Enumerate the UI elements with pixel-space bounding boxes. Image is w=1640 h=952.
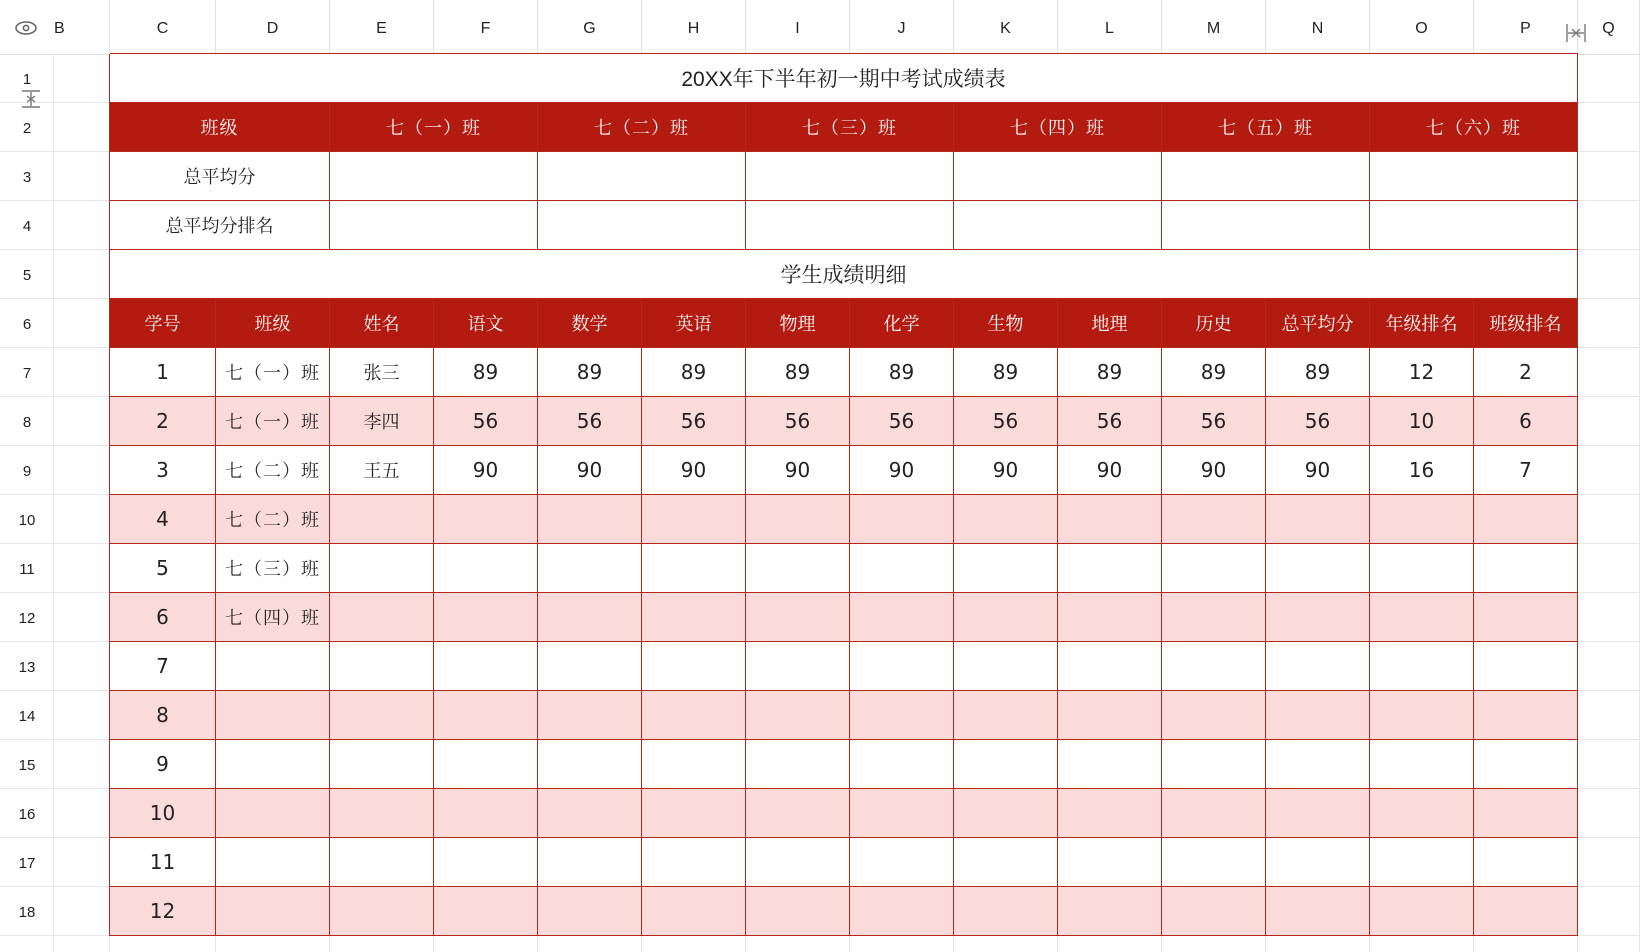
table-cell[interactable]: 七（一）班: [216, 348, 330, 397]
table-cell[interactable]: [538, 593, 642, 642]
table-cell[interactable]: [746, 838, 850, 887]
table-cell[interactable]: [330, 593, 434, 642]
table-cell[interactable]: [330, 838, 434, 887]
table-cell[interactable]: 89: [1162, 348, 1266, 397]
column-letter-j[interactable]: J: [850, 0, 954, 54]
table-cell[interactable]: 89: [434, 348, 538, 397]
row-number[interactable]: 5: [0, 250, 54, 299]
column-letter-d[interactable]: D: [216, 0, 330, 54]
summary-value-cell[interactable]: [1162, 201, 1370, 250]
table-cell[interactable]: [330, 642, 434, 691]
row-number[interactable]: 14: [0, 691, 54, 740]
table-cell[interactable]: [850, 789, 954, 838]
table-cell[interactable]: [850, 691, 954, 740]
table-cell[interactable]: 4: [110, 495, 216, 544]
table-cell[interactable]: 56: [954, 397, 1058, 446]
table-cell[interactable]: [954, 887, 1058, 936]
table-cell[interactable]: 89: [1266, 348, 1370, 397]
table-cell[interactable]: [538, 642, 642, 691]
table-cell[interactable]: 89: [746, 348, 850, 397]
column-letter-b[interactable]: B: [54, 0, 110, 54]
summary-header-cell[interactable]: 七（三）班: [746, 103, 954, 152]
table-cell[interactable]: [216, 838, 330, 887]
table-cell[interactable]: [746, 740, 850, 789]
detail-header-cell[interactable]: 地理: [1058, 299, 1162, 348]
detail-header-cell[interactable]: 总平均分: [1266, 299, 1370, 348]
table-cell[interactable]: [746, 887, 850, 936]
table-cell[interactable]: 七（二）班: [216, 495, 330, 544]
table-cell[interactable]: [642, 544, 746, 593]
table-cell[interactable]: [1370, 740, 1474, 789]
summary-value-cell[interactable]: [954, 152, 1162, 201]
summary-header-cell[interactable]: 班级: [110, 103, 330, 152]
table-cell[interactable]: 12: [1370, 348, 1474, 397]
summary-value-cell[interactable]: [538, 201, 746, 250]
table-cell[interactable]: [434, 887, 538, 936]
table-cell[interactable]: [954, 691, 1058, 740]
table-cell[interactable]: 2: [1474, 348, 1578, 397]
table-cell[interactable]: [434, 789, 538, 838]
table-cell[interactable]: [330, 789, 434, 838]
column-letter-p[interactable]: P: [1474, 0, 1578, 54]
table-cell[interactable]: [850, 544, 954, 593]
table-cell[interactable]: [538, 495, 642, 544]
table-cell[interactable]: [954, 642, 1058, 691]
summary-value-cell[interactable]: [1162, 152, 1370, 201]
table-cell[interactable]: [1058, 642, 1162, 691]
summary-header-cell[interactable]: 七（四）班: [954, 103, 1162, 152]
table-cell[interactable]: [746, 789, 850, 838]
table-cell[interactable]: [434, 642, 538, 691]
table-cell[interactable]: 90: [746, 446, 850, 495]
table-cell[interactable]: [1370, 593, 1474, 642]
table-cell[interactable]: [746, 544, 850, 593]
table-cell[interactable]: [642, 593, 746, 642]
table-cell[interactable]: [216, 740, 330, 789]
row-number[interactable]: 12: [0, 593, 54, 642]
table-cell[interactable]: [1266, 887, 1370, 936]
table-cell[interactable]: [746, 593, 850, 642]
table-cell[interactable]: [434, 838, 538, 887]
summary-value-cell[interactable]: [538, 152, 746, 201]
table-cell[interactable]: [538, 740, 642, 789]
detail-header-cell[interactable]: 化学: [850, 299, 954, 348]
table-cell[interactable]: 89: [538, 348, 642, 397]
table-cell[interactable]: [642, 495, 746, 544]
table-cell[interactable]: [954, 838, 1058, 887]
table-cell[interactable]: [1058, 789, 1162, 838]
table-cell[interactable]: [1058, 740, 1162, 789]
table-cell[interactable]: 56: [850, 397, 954, 446]
detail-title[interactable]: 学生成绩明细: [110, 250, 1578, 299]
table-cell[interactable]: 9: [110, 740, 216, 789]
table-cell[interactable]: [642, 887, 746, 936]
table-cell[interactable]: 16: [1370, 446, 1474, 495]
table-cell[interactable]: [1474, 740, 1578, 789]
table-cell[interactable]: [1474, 887, 1578, 936]
table-cell[interactable]: [954, 789, 1058, 838]
summary-header-cell[interactable]: 七（一）班: [330, 103, 538, 152]
column-letter-c[interactable]: C: [110, 0, 216, 54]
column-letter-e[interactable]: E: [330, 0, 434, 54]
table-cell[interactable]: [330, 495, 434, 544]
table-cell[interactable]: 56: [538, 397, 642, 446]
table-cell[interactable]: 89: [1058, 348, 1162, 397]
table-cell[interactable]: [1266, 838, 1370, 887]
table-cell[interactable]: [1058, 593, 1162, 642]
table-cell[interactable]: [1474, 544, 1578, 593]
table-cell[interactable]: [1474, 593, 1578, 642]
summary-value-cell[interactable]: [954, 201, 1162, 250]
table-cell[interactable]: [1266, 495, 1370, 544]
table-cell[interactable]: [538, 544, 642, 593]
row-number[interactable]: 9: [0, 446, 54, 495]
detail-header-cell[interactable]: 年级排名: [1370, 299, 1474, 348]
table-cell[interactable]: [434, 495, 538, 544]
table-cell[interactable]: [216, 887, 330, 936]
row-number[interactable]: 3: [0, 152, 54, 201]
detail-header-cell[interactable]: 班级排名: [1474, 299, 1578, 348]
row-number[interactable]: 2: [0, 103, 54, 152]
table-cell[interactable]: [1370, 887, 1474, 936]
table-cell[interactable]: [434, 544, 538, 593]
table-cell[interactable]: 90: [642, 446, 746, 495]
table-cell[interactable]: [746, 642, 850, 691]
eye-icon[interactable]: [0, 0, 54, 54]
row-resize-icon[interactable]: [20, 88, 42, 115]
table-cell[interactable]: [850, 887, 954, 936]
table-cell[interactable]: [1162, 642, 1266, 691]
table-cell[interactable]: 56: [434, 397, 538, 446]
table-cell[interactable]: [434, 593, 538, 642]
table-cell[interactable]: [330, 740, 434, 789]
column-letter-f[interactable]: F: [434, 0, 538, 54]
row-number[interactable]: 18: [0, 887, 54, 936]
table-cell[interactable]: [1474, 642, 1578, 691]
summary-value-cell[interactable]: [330, 152, 538, 201]
summary-header-cell[interactable]: 七（二）班: [538, 103, 746, 152]
table-cell[interactable]: [954, 544, 1058, 593]
table-cell[interactable]: [1162, 691, 1266, 740]
row-number[interactable]: 8: [0, 397, 54, 446]
table-cell[interactable]: 李四: [330, 397, 434, 446]
table-cell[interactable]: [1266, 593, 1370, 642]
table-cell[interactable]: [538, 691, 642, 740]
table-cell[interactable]: [642, 642, 746, 691]
table-cell[interactable]: 8: [110, 691, 216, 740]
summary-header-cell[interactable]: 七（五）班: [1162, 103, 1370, 152]
table-cell[interactable]: 5: [110, 544, 216, 593]
row-number[interactable]: 11: [0, 544, 54, 593]
table-cell[interactable]: [642, 740, 746, 789]
table-cell[interactable]: 89: [850, 348, 954, 397]
summary-value-cell[interactable]: [1370, 201, 1578, 250]
summary-row-label[interactable]: 总平均分: [110, 152, 330, 201]
table-cell[interactable]: 90: [538, 446, 642, 495]
summary-value-cell[interactable]: [746, 201, 954, 250]
table-cell[interactable]: [850, 495, 954, 544]
table-cell[interactable]: [1266, 691, 1370, 740]
table-cell[interactable]: 6: [1474, 397, 1578, 446]
summary-header-cell[interactable]: 七（六）班: [1370, 103, 1578, 152]
table-cell[interactable]: 12: [110, 887, 216, 936]
table-cell[interactable]: [1474, 789, 1578, 838]
table-cell[interactable]: [850, 838, 954, 887]
detail-header-cell[interactable]: 姓名: [330, 299, 434, 348]
row-number[interactable]: 7: [0, 348, 54, 397]
row-header-bar: [0, 54, 54, 952]
table-cell[interactable]: 3: [110, 446, 216, 495]
row-number[interactable]: 10: [0, 495, 54, 544]
table-cell[interactable]: 56: [1266, 397, 1370, 446]
table-cell[interactable]: 89: [954, 348, 1058, 397]
row-number[interactable]: 4: [0, 201, 54, 250]
grid-vline: [53, 54, 54, 952]
summary-row-label[interactable]: 总平均分排名: [110, 201, 330, 250]
table-cell[interactable]: [1058, 495, 1162, 544]
table-cell[interactable]: [1162, 838, 1266, 887]
table-cell[interactable]: 七（三）班: [216, 544, 330, 593]
summary-value-cell[interactable]: [330, 201, 538, 250]
table-cell[interactable]: [538, 838, 642, 887]
table-cell[interactable]: [1370, 789, 1474, 838]
table-cell[interactable]: [1370, 838, 1474, 887]
table-cell[interactable]: [642, 691, 746, 740]
table-cell[interactable]: [330, 691, 434, 740]
table-cell[interactable]: [954, 495, 1058, 544]
table-cell[interactable]: [538, 887, 642, 936]
row-number[interactable]: 1: [0, 54, 54, 103]
table-cell[interactable]: [954, 593, 1058, 642]
column-header-bar: [0, 0, 1640, 55]
table-cell[interactable]: [216, 691, 330, 740]
detail-header-cell[interactable]: 数学: [538, 299, 642, 348]
table-cell[interactable]: [1058, 838, 1162, 887]
column-resize-icon[interactable]: [1564, 22, 1588, 49]
column-letter-l[interactable]: L: [1058, 0, 1162, 54]
column-letter-h[interactable]: H: [642, 0, 746, 54]
row-number[interactable]: 15: [0, 740, 54, 789]
table-cell[interactable]: 1: [110, 348, 216, 397]
table-cell[interactable]: [1370, 495, 1474, 544]
table-cell[interactable]: [1162, 789, 1266, 838]
table-cell[interactable]: [216, 789, 330, 838]
row-number[interactable]: 16: [0, 789, 54, 838]
row-number[interactable]: 6: [0, 299, 54, 348]
table-cell[interactable]: [850, 740, 954, 789]
column-letter-q[interactable]: Q: [1578, 0, 1640, 54]
detail-header-cell[interactable]: 英语: [642, 299, 746, 348]
table-cell[interactable]: [1266, 642, 1370, 691]
table-cell[interactable]: [434, 691, 538, 740]
table-cell[interactable]: [216, 642, 330, 691]
table-cell[interactable]: [1370, 544, 1474, 593]
column-letter-i[interactable]: I: [746, 0, 850, 54]
table-cell[interactable]: 90: [850, 446, 954, 495]
table-cell[interactable]: [1058, 887, 1162, 936]
detail-header-cell[interactable]: 生物: [954, 299, 1058, 348]
row-number[interactable]: 17: [0, 838, 54, 887]
table-cell[interactable]: [330, 544, 434, 593]
column-letter-k[interactable]: K: [954, 0, 1058, 54]
summary-value-cell[interactable]: [746, 152, 954, 201]
table-cell[interactable]: [1266, 544, 1370, 593]
detail-header-cell[interactable]: 历史: [1162, 299, 1266, 348]
table-cell[interactable]: 七（四）班: [216, 593, 330, 642]
table-cell[interactable]: 90: [1266, 446, 1370, 495]
detail-header-cell[interactable]: 语文: [434, 299, 538, 348]
table-cell[interactable]: [1474, 495, 1578, 544]
table-cell[interactable]: [1058, 691, 1162, 740]
table-cell[interactable]: 89: [642, 348, 746, 397]
column-letter-n[interactable]: N: [1266, 0, 1370, 54]
table-cell[interactable]: 2: [110, 397, 216, 446]
table-cell[interactable]: 七（一）班: [216, 397, 330, 446]
table-cell[interactable]: 7: [110, 642, 216, 691]
table-cell[interactable]: 7: [1474, 446, 1578, 495]
table-cell[interactable]: 张三: [330, 348, 434, 397]
table-cell[interactable]: [954, 740, 1058, 789]
table-cell[interactable]: 56: [1058, 397, 1162, 446]
detail-header-cell[interactable]: 物理: [746, 299, 850, 348]
table-cell[interactable]: [538, 789, 642, 838]
table-cell[interactable]: [1474, 838, 1578, 887]
column-letter-o[interactable]: O: [1370, 0, 1474, 54]
table-cell[interactable]: 6: [110, 593, 216, 642]
column-letter-m[interactable]: M: [1162, 0, 1266, 54]
table-cell[interactable]: 90: [1058, 446, 1162, 495]
table-cell[interactable]: [1058, 544, 1162, 593]
table-cell[interactable]: 七（二）班: [216, 446, 330, 495]
detail-header-cell[interactable]: 班级: [216, 299, 330, 348]
table-cell[interactable]: [642, 838, 746, 887]
table-cell[interactable]: 56: [642, 397, 746, 446]
table-cell[interactable]: [1266, 740, 1370, 789]
detail-header-cell[interactable]: 学号: [110, 299, 216, 348]
table-cell[interactable]: 56: [746, 397, 850, 446]
table-cell[interactable]: [1162, 495, 1266, 544]
table-cell[interactable]: [1474, 691, 1578, 740]
column-letter-g[interactable]: G: [538, 0, 642, 54]
table-cell[interactable]: 10: [1370, 397, 1474, 446]
table-cell[interactable]: [1370, 691, 1474, 740]
row-number[interactable]: 13: [0, 642, 54, 691]
table-cell[interactable]: 56: [1162, 397, 1266, 446]
table-cell[interactable]: 90: [954, 446, 1058, 495]
table-cell[interactable]: [434, 740, 538, 789]
table-cell[interactable]: [1162, 593, 1266, 642]
table-cell[interactable]: 90: [434, 446, 538, 495]
table-cell[interactable]: [1266, 789, 1370, 838]
table-cell[interactable]: 90: [1162, 446, 1266, 495]
table-cell[interactable]: [746, 495, 850, 544]
table-cell[interactable]: [1162, 887, 1266, 936]
table-cell[interactable]: [850, 593, 954, 642]
sheet-title[interactable]: 20XX年下半年初一期中考试成绩表: [110, 54, 1578, 103]
table-cell[interactable]: 王五: [330, 446, 434, 495]
table-cell[interactable]: [850, 642, 954, 691]
table-cell[interactable]: [746, 691, 850, 740]
summary-value-cell[interactable]: [1370, 152, 1578, 201]
table-cell[interactable]: [1370, 642, 1474, 691]
table-cell[interactable]: 10: [110, 789, 216, 838]
table-cell[interactable]: [642, 789, 746, 838]
table-cell[interactable]: [330, 887, 434, 936]
table-cell[interactable]: [1162, 544, 1266, 593]
table-cell[interactable]: 11: [110, 838, 216, 887]
table-cell[interactable]: [1162, 740, 1266, 789]
